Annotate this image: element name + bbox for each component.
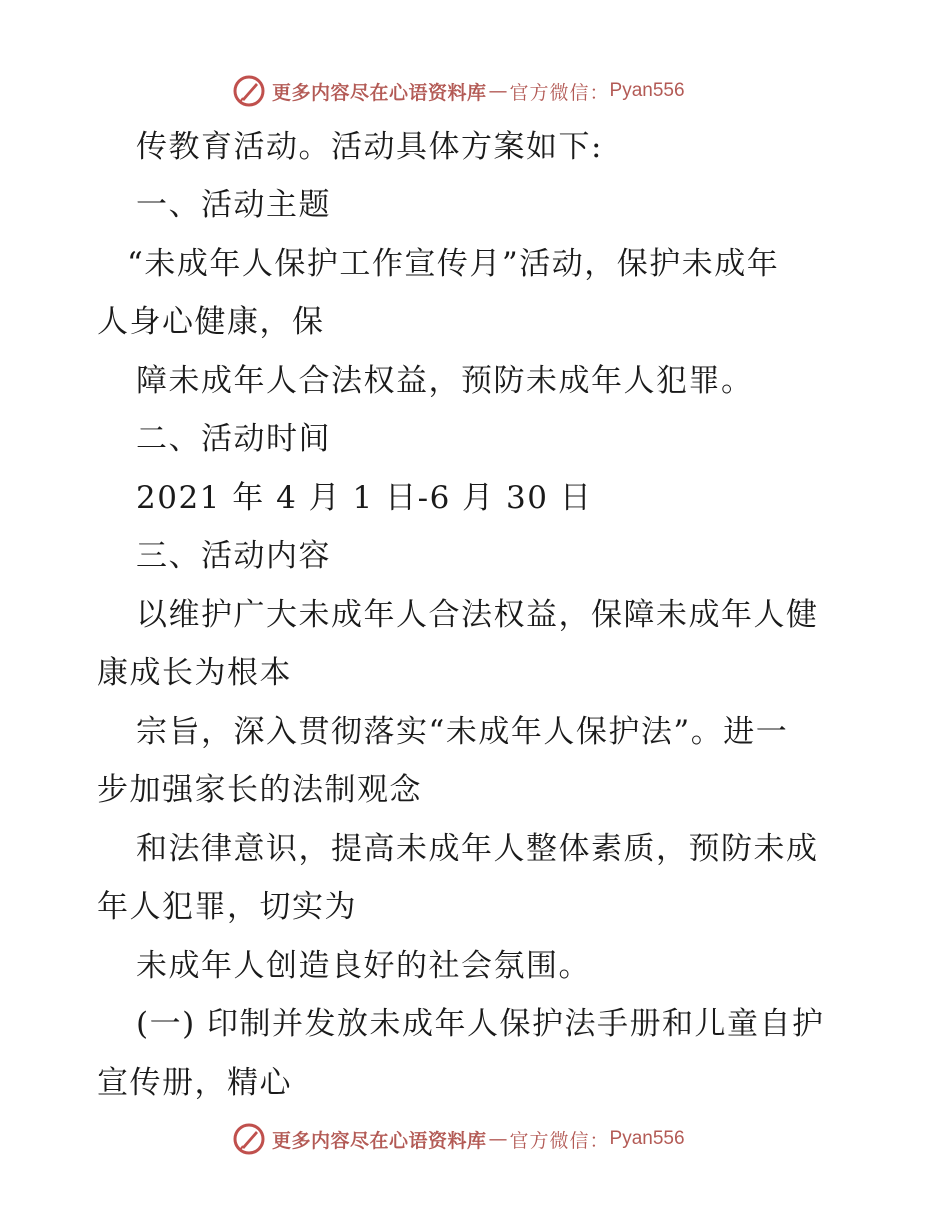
body-line: [0, 766, 950, 814]
subsection-heading-text: (一) 印制并发放未成年人保护法手册和儿童自护: [136, 1006, 825, 1042]
date-line: [0, 474, 950, 522]
body-line: [0, 649, 950, 697]
quill-logo-icon: [232, 74, 266, 108]
body-line: [0, 298, 950, 346]
body-line: [0, 883, 950, 931]
watermark-dash: —: [488, 80, 508, 102]
body-line-text: 以维护广大未成年人合法权益，保障未成年人健: [136, 597, 819, 633]
watermark-wechat-label: 官方微信：: [509, 1129, 610, 1152]
body-line: [0, 825, 950, 873]
body-line: [0, 942, 950, 990]
body-line: [0, 357, 950, 405]
section-heading-text: 二、活动时间: [136, 421, 331, 457]
body-line: [0, 591, 950, 639]
body-line-text: 康成长为根本: [97, 655, 292, 691]
section-heading: [0, 415, 950, 463]
body-line: [0, 240, 950, 288]
watermark-wechat-id: Pyan556: [609, 1128, 685, 1149]
section-heading-text: 一、活动主题: [136, 187, 331, 223]
body-line-text: 障未成年人合法权益，预防未成年人犯罪。: [136, 363, 754, 399]
watermark-wechat-id: Pyan556: [609, 80, 685, 101]
body-line: [0, 708, 950, 756]
subsection-heading: [0, 1000, 950, 1048]
watermark-main-text: 更多内容尽在心语资料库: [272, 1129, 487, 1152]
body-line-text: 步加强家长的法制观念: [97, 772, 422, 808]
body-line-text: 年人犯罪，切实为: [97, 889, 357, 925]
body-line-text: 宣传册，精心: [97, 1065, 292, 1101]
watermark-dash: —: [488, 1128, 508, 1150]
quill-logo-icon: [232, 1122, 266, 1156]
section-heading: [0, 532, 950, 580]
body-line-text: 人身心健康，保: [97, 304, 325, 340]
watermark-main-text: 更多内容尽在心语资料库: [272, 81, 487, 104]
section-heading: [0, 181, 950, 229]
body-line-text: 和法律意识，提高未成年人整体素质，预防未成: [136, 831, 819, 867]
body-line: [0, 123, 950, 171]
body-line-text: 传教育活动。活动具体方案如下:: [136, 129, 603, 165]
date-line-text: 2021 年 4 月 1 日-6 月 30 日: [136, 480, 593, 516]
body-line-text: 宗旨，深入贯彻落实“未成年人保护法”。进一: [136, 714, 789, 750]
watermark-footer: [232, 1121, 685, 1157]
watermark-wechat-label: 官方微信：: [509, 81, 610, 104]
body-line-text: 未成年人创造良好的社会氛围。: [136, 948, 591, 984]
section-heading-text: 三、活动内容: [136, 538, 331, 574]
body-line: [0, 1059, 950, 1107]
watermark-header: [232, 73, 685, 109]
body-line-text: “未成年人保护工作宣传月”活动，保护未成年: [127, 246, 780, 282]
